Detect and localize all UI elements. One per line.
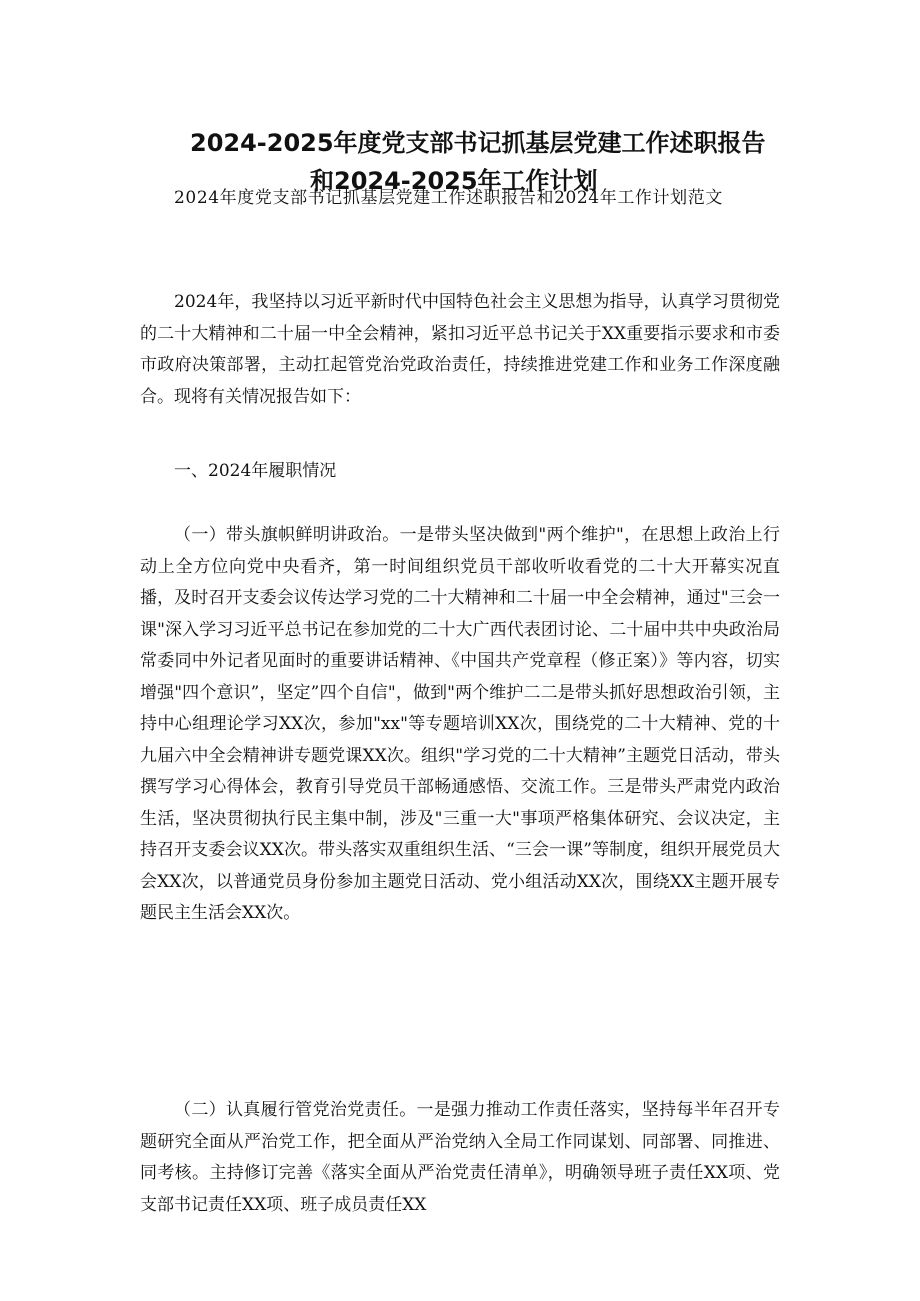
subtitle-paragraph: 2024年度党支部书记抓基层党建工作述职报告和2024年工作计划范文	[174, 188, 723, 208]
intro-paragraph: 2024年，我坚持以习近平新时代中国特色社会主义思想为指导，认真学习贯彻党的二十大精神和二十届一中全会精神，紧扣习近平总书记关于XX重要指示要求和市委市政府决策部署，主动扛起管党治党政治责任，持续推进党建工作和业务工作深度融合。现将有关情况报告如下：	[140, 292, 780, 407]
title-line-2: 和2024-2025年工作计划	[310, 167, 598, 196]
section-paragraph: （二）认真履行管党治党责任。一是强力推动工作责任落实，坚持每半年召开专题研究全面从严治党工作，把全面从严治党纳入全局工作同谋划、同部署、同推进、同考核。主持修订完善《落实全面从严治党责任清单》，明确领导班子责任XX项、党支部书记责任XX项、班子成员责任XX	[140, 1100, 780, 1215]
title-line-1: 2024-2025年度党支部书记抓基层党建工作述职报告	[190, 129, 766, 158]
section-heading: 一、2024年履职情况	[174, 461, 337, 481]
section-paragraph: （一）带头旗帜鲜明讲政治。一是带头坚决做到"两个维护"，在思想上政治上行动上全方位向党中央看齐，第一时间组织党员干部收听收看党的二十大开幕实况直播，及时召开支委会议传达学习党的二十大精神和二十届一中全会精神，通过"三会一课"深入学习习近平总书记在参加党的二十大广西代表团讨论、二十届中共中央政治局常委同中外记者见面时的重要讲话精神、《中国共产党章程（修正案）》等内容，切实增强"四个意识”，坚定”四个自信"，做到"两个维护二二是带头抓好思想政治引领，主持中心组理论学习XX次，参加"xx"等专题培训XX次，围绕党的二十大精神、党的十九届六中全会精神讲专题党课XX次。组织"学习党的二十大精神”主题党日活动，带头撰写学习心得体会，教育引导党员干部畅通感悟、交流工作。三是带头严肃党内政治生活，坚决贯彻执行民主集中制，涉及"三重一大"事项严格集体研究、会议决定，主持召开支委会议XX次。带头落实双重组织生活、“三会一课”等制度，组织开展党员大会XX次，以普通党员身份参加主题党日活动、党小组活动XX次，围绕XX主题开展专题民主生活会XX次。	[140, 525, 780, 923]
